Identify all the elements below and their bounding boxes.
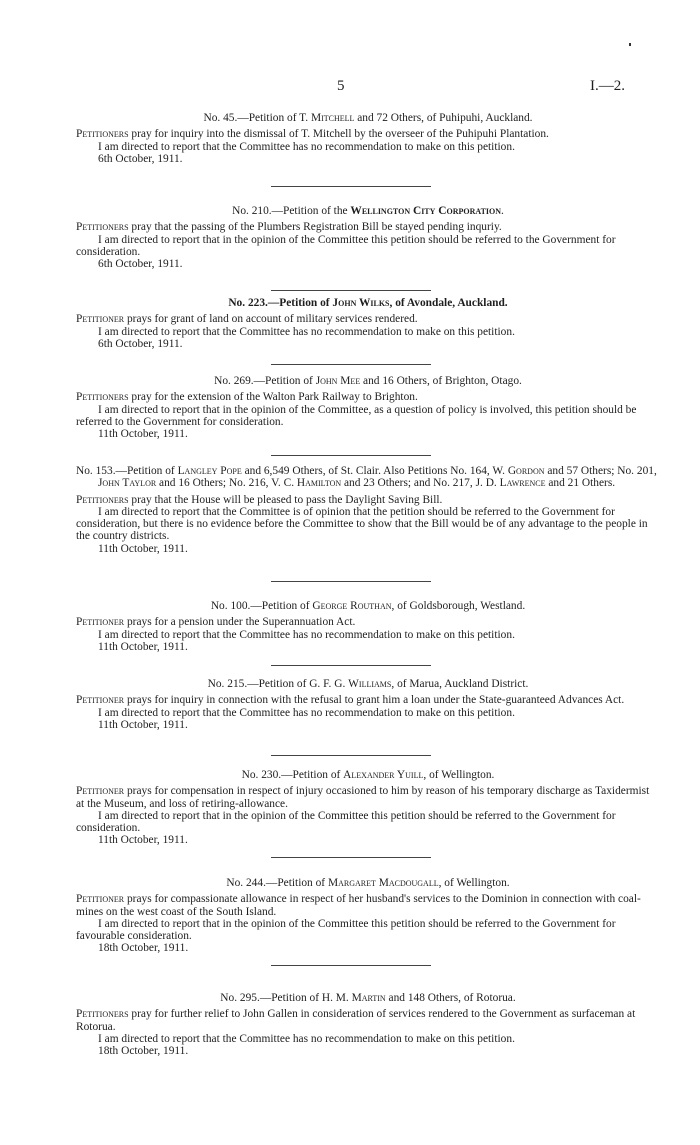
petition-prayer: Petitioners pray that the passing of the Plumbers Registration Bill be stayed pending inquriy. [76,221,502,234]
committee-report: I am directed to report that the Committee has no recommendation to make on this petition. [98,140,515,153]
petition-entry [76,297,660,350]
report-date: 11th October, 1911. [98,428,188,441]
petition-prayer: Petitioners pray for the extension of the Walton Park Railway to Brighton. [76,391,418,404]
petition-title: No. 295.—Petition of H. M. Martin and 148 Others, of Rotorua. [220,992,516,1004]
report-date: 11th October, 1911. [98,718,188,731]
petition-entry [76,877,660,955]
report-date: 6th October, 1911. [98,337,183,350]
print-speck [629,43,631,46]
petitioner-name: Williams [348,678,392,690]
petitioner-name: John Mee [315,375,361,387]
petitioner-name: Margaret Macdougall [327,877,439,889]
report-date: 11th October, 1911. [98,542,188,555]
petition-title: No. 100.—Petition of George Routhan, of Goldsborough, Westland. [210,600,526,612]
section-divider [271,455,431,456]
section-divider [271,364,431,365]
petitioner-name: Lawrence [499,477,546,490]
section-divider [271,755,431,756]
petition-entry [76,205,660,270]
petitioner-name: John Taylor [98,477,157,490]
section-divider [271,665,431,666]
petition-entry [76,678,660,731]
petition-entry [76,375,660,440]
report-date: 11th October, 1911. [98,834,188,847]
petitioner-name: John Wilks [332,297,390,309]
petitioner-name: Wellington City Corporation [350,205,502,217]
petition-title: No. 223.—Petition of John Wilks, of Avondale, Auckland. [228,297,508,309]
petitioner-name: George Routhan [312,600,392,612]
petitioner-name: Mitchell [310,112,355,124]
petition-prayer: Petitioner prays for compassionate allowance in respect of her husband's services to the Dominion in connection with coal-mines on the west coast of the South Island. [76,893,641,918]
petition-prayer: Petitioner prays for compensation in respect of injury occasioned to him by reason of his temporary discharge as Taxidermist at the Museum, and loss of retiring-allowance. [76,785,650,810]
petition-title: No. 210.—Petition of the Wellington City Corporation. [232,205,504,217]
section-divider [271,965,431,966]
petitioner-name: Langley Pope [177,465,242,477]
committee-report: I am directed to report that in the opinion of the Committee this petition should be referred to the Government for consideration. [76,809,616,835]
section-divider [271,186,431,187]
committee-report: I am directed to report that in the opinion of the Committee this petition should be referred to the Government for consideration. [76,233,616,258]
petition-title: No. 230.—Petition of Alexander Yuill, of Wellington. [241,769,495,781]
page-number: 5 [337,78,345,94]
petition-title: No. 153.—Petition of Langley Pope and 6,549 Others, of St. Clair. Also Petitions No. 164, W. Gordon and 57 Others; No. 201, John Taylor and 16 Others; No. 216, V. C. Hamilton and 23 Others; and No. 217, J. D. Lawrence and 21 Others. [76,465,657,490]
committee-report: I am directed to report that the Committee has no recommendation to make on this petition. [98,1032,515,1045]
document-reference: I.—2. [590,78,625,94]
report-date: 6th October, 1911. [98,152,183,165]
petitioner-name: Hamilton [296,477,342,490]
petition-entry [76,992,660,1057]
committee-report: I am directed to report that the Committee has no recommendation to make on this petition. [98,706,515,719]
committee-report: I am directed to report that in the opinion of the Committee this petition should be referred to the Government for favourable consideration. [76,917,616,943]
petition-prayer: Petitioners pray that the House will be pleased to pass the Daylight Saving Bill. [76,493,443,506]
petition-title: No. 215.—Petition of G. F. G. Williams, of Marua, Auckland District. [207,678,529,690]
report-date: 18th October, 1911. [98,942,189,955]
petition-entry [76,465,660,555]
petition-prayer: Petitioners pray for inquiry into the dismissal of T. Mitchell by the overseer of the Puhipuhi Plantation. [76,128,549,141]
report-date: 11th October, 1911. [98,640,188,653]
petition-prayer: Petitioners pray for further relief to John Gallen in consideration of services rendered to the Government as surfaceman at Rotorua. [76,1008,636,1033]
petition-title: No. 244.—Petition of Margaret Macdougall, of Wellington. [226,877,510,889]
petition-prayer: Petitioner prays for inquiry in connection with the refusal to grant him a loan under the State-guaranteed Advances Act. [76,694,625,707]
committee-report: I am directed to report that the Committee has no recommendation to make on this petition. [98,628,515,641]
petitioner-name: Gordon [507,465,545,477]
petition-title: No. 269.—Petition of John Mee and 16 Others, of Brighton, Otago. [214,375,522,387]
petition-entry [76,769,660,847]
petitioner-name: Alexander Yuill [343,769,424,781]
section-divider [271,857,431,858]
report-date: 6th October, 1911. [98,258,183,271]
petition-title: No. 45.—Petition of T. Mitchell and 72 Others, of Puhipuhi, Auckland. [203,112,533,124]
section-divider [271,290,431,291]
petitioner-name: Martin [351,992,386,1004]
committee-report: I am directed to report that in the opinion of the Committee, as a question of policy is involved, this petition should be referred to the Government for consideration. [76,403,637,428]
committee-report: I am directed to report that the Committee is of opinion that the petition should be referred to the Government for consideration, but there is no evidence before the Committee to show that the Bill would be of any advantage to the people in the country districts. [76,505,648,543]
section-divider [271,581,431,582]
petition-entry [76,600,660,653]
petition-entry [76,112,660,165]
committee-report: I am directed to report that the Committee has no recommendation to make on this petition. [98,325,515,338]
report-date: 18th October, 1911. [98,1045,189,1058]
petition-prayer: Petitioner prays for grant of land on account of military services rendered. [76,313,418,326]
petition-prayer: Petitioner prays for a pension under the Superannuation Act. [76,616,356,629]
